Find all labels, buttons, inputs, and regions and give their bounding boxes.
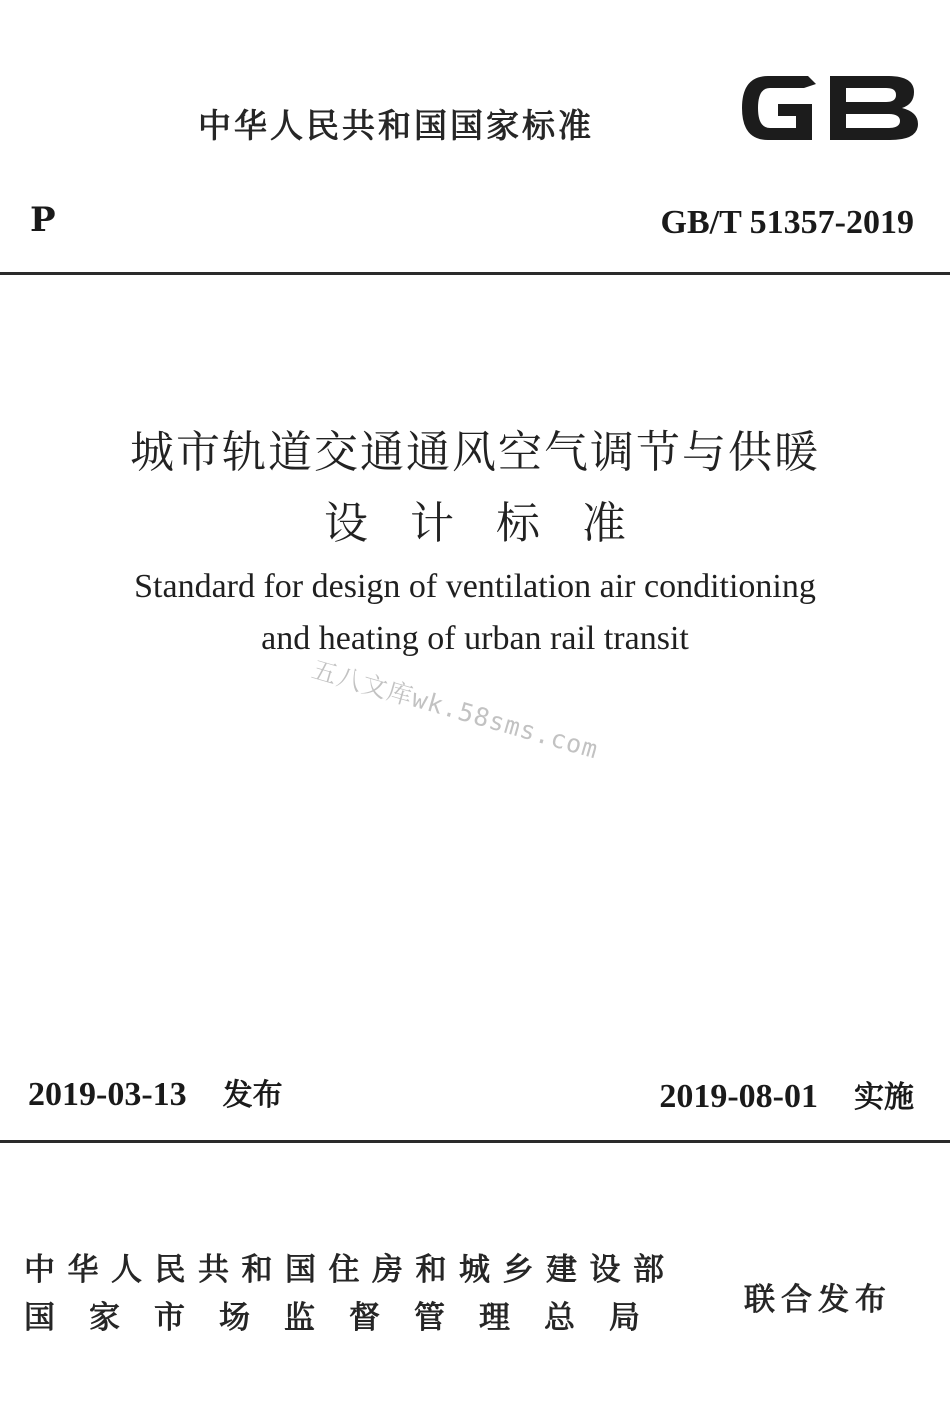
authority-line1: 中华人民共和国住房和城乡建设部 [24, 1252, 677, 1288]
footer-divider [0, 1140, 950, 1143]
standard-number: GB/T 51357-2019 [660, 204, 914, 241]
implement-date-block [659, 1072, 914, 1116]
issue-label: 发布 [222, 1078, 283, 1113]
header-divider [0, 272, 950, 275]
issue-date-block [28, 1070, 283, 1114]
implement-date: 2019-08-01 [659, 1078, 818, 1115]
issue-date: 2019-03-13 [28, 1076, 187, 1113]
implement-label: 实施 [854, 1080, 914, 1115]
title-chinese-line1: 城市轨道交通通风空气调节与供暖 [130, 427, 820, 478]
joint-issue-label: 联合发布 [744, 1282, 892, 1318]
title-chinese-line2: 设计标准 [324, 498, 668, 549]
watermark: 五八文库wk.58sms.com [308, 654, 602, 765]
authority-line2: 国家市场监督管理总局 [24, 1300, 674, 1336]
national-standard-label: 中华人民共和国国家标准 [198, 106, 594, 145]
gb-logo [738, 74, 920, 142]
category-code: P [30, 200, 56, 240]
title-english-line2: and heating of urban rail transit [261, 620, 689, 657]
title-english-line1: Standard for design of ventilation air conditioning [134, 568, 816, 605]
